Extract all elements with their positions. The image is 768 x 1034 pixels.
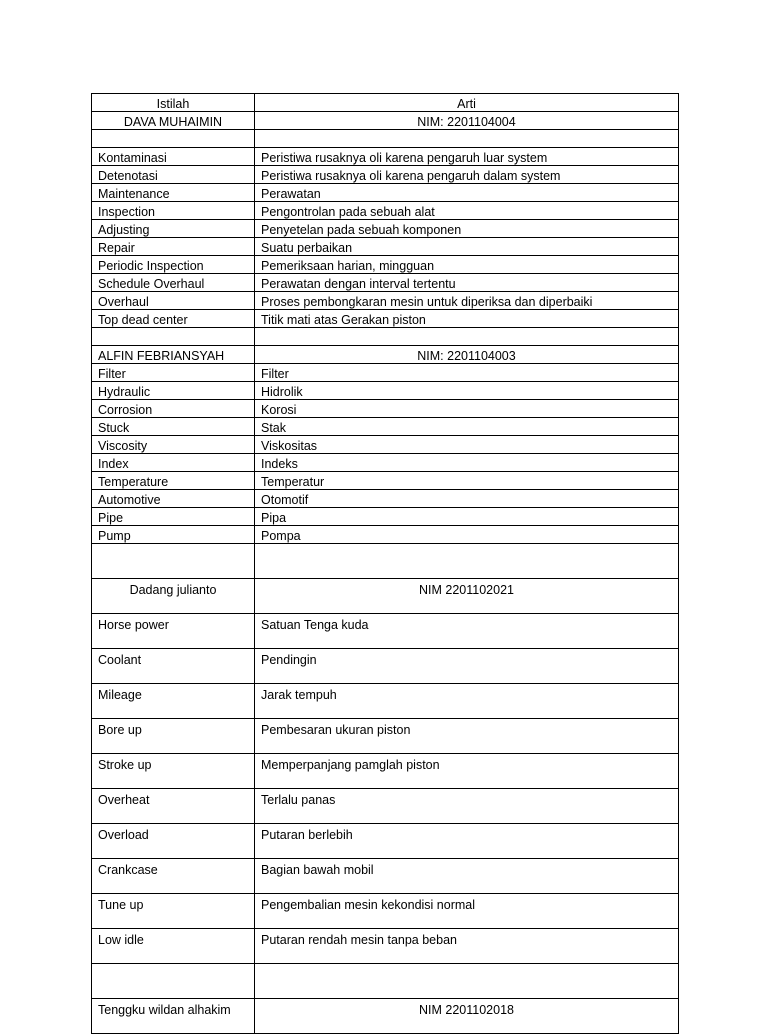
meaning-cell: Stak <box>255 418 679 436</box>
term-cell: Low idle <box>92 929 255 964</box>
table-row <box>92 754 679 789</box>
meaning-cell: Pipa <box>255 508 679 526</box>
blank-cell <box>92 130 255 148</box>
table-row <box>92 166 679 184</box>
term-cell: Periodic Inspection <box>92 256 255 274</box>
term-cell: Adjusting <box>92 220 255 238</box>
term-cell: Automotive <box>92 490 255 508</box>
table-row <box>92 824 679 859</box>
meaning-cell: Proses pembongkaran mesin untuk diperiksa dan diperbaiki <box>255 292 679 310</box>
section-heading-row <box>92 112 679 130</box>
meaning-cell: Perawatan dengan interval tertentu <box>255 274 679 292</box>
term-cell: Viscosity <box>92 436 255 454</box>
term-cell: Top dead center <box>92 310 255 328</box>
blank-cell <box>92 328 255 346</box>
blank-row <box>92 964 679 999</box>
meaning-cell: Terlalu panas <box>255 789 679 824</box>
blank-cell <box>255 130 679 148</box>
table-row <box>92 526 679 544</box>
table-row <box>92 929 679 964</box>
table-row <box>92 454 679 472</box>
term-cell: Corrosion <box>92 400 255 418</box>
table-row <box>92 649 679 684</box>
blank-row <box>92 328 679 346</box>
term-cell: Tune up <box>92 894 255 929</box>
blank-cell <box>92 964 255 999</box>
term-cell: Inspection <box>92 202 255 220</box>
student-name: Tenggku wildan alhakim <box>92 999 255 1034</box>
student-nim: NIM: 2201104004 <box>255 112 679 130</box>
table-row <box>92 894 679 929</box>
student-name: DAVA MUHAIMIN <box>92 112 255 130</box>
meaning-cell: Peristiwa rusaknya oli karena pengaruh luar system <box>255 148 679 166</box>
table-row <box>92 400 679 418</box>
meaning-cell: Putaran berlebih <box>255 824 679 859</box>
term-cell: Overheat <box>92 789 255 824</box>
meaning-cell: Titik mati atas Gerakan piston <box>255 310 679 328</box>
meaning-cell: Filter <box>255 364 679 382</box>
table-row <box>92 789 679 824</box>
table-row <box>92 364 679 382</box>
table-row <box>92 490 679 508</box>
term-cell: Horse power <box>92 614 255 649</box>
table-row <box>92 719 679 754</box>
term-cell: Maintenance <box>92 184 255 202</box>
term-cell: Overhaul <box>92 292 255 310</box>
table-row <box>92 220 679 238</box>
meaning-cell: Indeks <box>255 454 679 472</box>
term-cell: Bore up <box>92 719 255 754</box>
blank-row <box>92 544 679 579</box>
table-row <box>92 436 679 454</box>
meaning-cell: Putaran rendah mesin tanpa beban <box>255 929 679 964</box>
meaning-cell: Pengontrolan pada sebuah alat <box>255 202 679 220</box>
table-row <box>92 256 679 274</box>
table-row <box>92 310 679 328</box>
blank-cell <box>92 544 255 579</box>
meaning-cell: Memperpanjang pamglah piston <box>255 754 679 789</box>
term-cell: Repair <box>92 238 255 256</box>
meaning-cell: Perawatan <box>255 184 679 202</box>
section-heading-row <box>92 999 679 1034</box>
term-cell: Hydraulic <box>92 382 255 400</box>
term-cell: Coolant <box>92 649 255 684</box>
table-row <box>92 614 679 649</box>
meaning-cell: Satuan Tenga kuda <box>255 614 679 649</box>
meaning-cell: Suatu perbaikan <box>255 238 679 256</box>
term-cell: Stuck <box>92 418 255 436</box>
meaning-cell: Pembesaran ukuran piston <box>255 719 679 754</box>
meaning-cell: Jarak tempuh <box>255 684 679 719</box>
meaning-cell: Temperatur <box>255 472 679 490</box>
student-nim: NIM 2201102018 <box>255 999 679 1034</box>
table-row <box>92 292 679 310</box>
blank-row <box>92 130 679 148</box>
student-nim: NIM 2201102021 <box>255 579 679 614</box>
meaning-cell: Pompa <box>255 526 679 544</box>
blank-cell <box>255 964 679 999</box>
term-cell: Pump <box>92 526 255 544</box>
term-cell: Stroke up <box>92 754 255 789</box>
meaning-cell: Penyetelan pada sebuah komponen <box>255 220 679 238</box>
table-row <box>92 859 679 894</box>
table-row <box>92 418 679 436</box>
meaning-cell: Pemeriksaan harian, mingguan <box>255 256 679 274</box>
table-row <box>92 382 679 400</box>
meaning-cell: Bagian bawah mobil <box>255 859 679 894</box>
meaning-cell: Korosi <box>255 400 679 418</box>
table-row <box>92 274 679 292</box>
table-header-row <box>92 94 679 112</box>
header-meaning: Arti <box>255 94 679 112</box>
meaning-cell: Viskositas <box>255 436 679 454</box>
student-nim: NIM: 2201104003 <box>255 346 679 364</box>
student-name: ALFIN FEBRIANSYAH <box>92 346 255 364</box>
term-cell: Temperature <box>92 472 255 490</box>
table-row <box>92 472 679 490</box>
section-heading-row <box>92 579 679 614</box>
glossary-table <box>91 93 679 1034</box>
meaning-cell: Hidrolik <box>255 382 679 400</box>
meaning-cell: Otomotif <box>255 490 679 508</box>
meaning-cell: Pengembalian mesin kekondisi normal <box>255 894 679 929</box>
section-heading-row <box>92 346 679 364</box>
table-row <box>92 202 679 220</box>
table-row <box>92 184 679 202</box>
table-row <box>92 238 679 256</box>
meaning-cell: Pendingin <box>255 649 679 684</box>
term-cell: Kontaminasi <box>92 148 255 166</box>
term-cell: Mileage <box>92 684 255 719</box>
table-row <box>92 508 679 526</box>
meaning-cell: Peristiwa rusaknya oli karena pengaruh dalam system <box>255 166 679 184</box>
term-cell: Filter <box>92 364 255 382</box>
term-cell: Crankcase <box>92 859 255 894</box>
glossary-table-body <box>92 94 679 1034</box>
term-cell: Index <box>92 454 255 472</box>
header-term: Istilah <box>92 94 255 112</box>
table-row <box>92 684 679 719</box>
term-cell: Schedule Overhaul <box>92 274 255 292</box>
term-cell: Overload <box>92 824 255 859</box>
term-cell: Pipe <box>92 508 255 526</box>
student-name: Dadang julianto <box>92 579 255 614</box>
blank-cell <box>255 544 679 579</box>
blank-cell <box>255 328 679 346</box>
term-cell: Detenotasi <box>92 166 255 184</box>
table-row <box>92 148 679 166</box>
